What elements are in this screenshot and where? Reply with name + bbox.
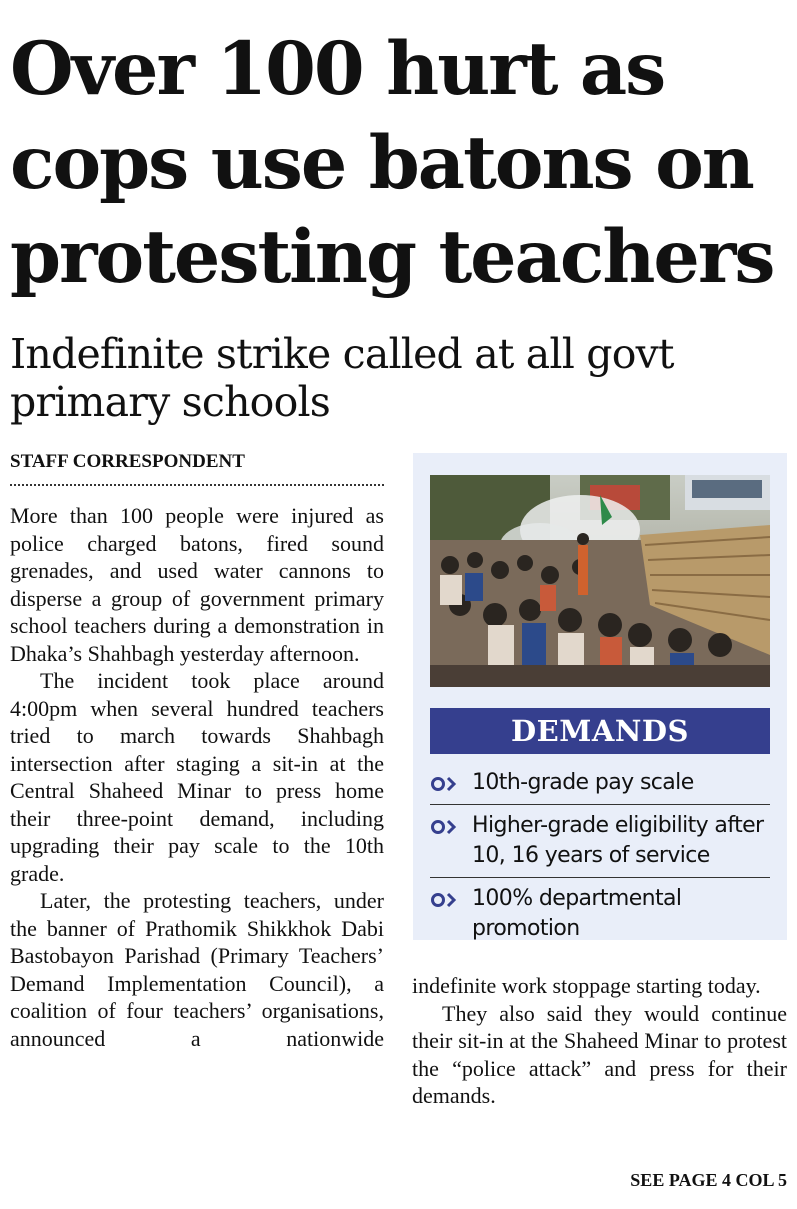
- demand-item: [430, 805, 770, 878]
- headline-line: cops use batons on: [10, 120, 753, 206]
- article-paragraph: The incident took place around 4:00pm when several hundred teachers tried to march towards Shahbagh intersection after staging a sit-in at the Central Shaheed Minar to press home their three-point demand, including upgrading their pay scale to the 10th grade.: [10, 668, 384, 886]
- article-paragraph: indefinite work stoppage starting today.: [412, 973, 761, 998]
- article-paragraph: They also said they would continue their sit-in at the Shaheed Minar to protest the “police attack” and press for their demands.: [412, 1000, 787, 1108]
- demand-text: Higher-grade eligibility after 10, 16 years of service: [472, 813, 764, 868]
- article-paragraph: Later, the protesting teachers, under the banner of Prathomik Shikkhok Dabi Bastobayon Parishad (Primary Teachers’ Demand Implementation Council), a coalition of four teachers’ organisations, announced a nationwide: [10, 888, 384, 1051]
- demand-item: [430, 878, 770, 950]
- byline: STAFF CORRESPONDENT: [10, 451, 245, 472]
- double-chevron-circle-icon: [430, 776, 462, 792]
- demand-item: [430, 762, 770, 805]
- headline: [10, 22, 792, 304]
- double-chevron-circle-icon: [430, 892, 462, 908]
- demand-text: 100% departmental promotion: [472, 886, 682, 941]
- demands-box: [413, 453, 787, 940]
- headline-line: Over 100 hurt as: [10, 26, 665, 112]
- subheadline-line: Indefinite strike called at all govt: [10, 330, 674, 378]
- jump-line[interactable]: SEE PAGE 4 COL 5: [630, 1170, 787, 1190]
- double-chevron-circle-icon: [430, 819, 462, 835]
- demand-text: 10th-grade pay scale: [472, 770, 694, 795]
- demands-title: DEMANDS: [430, 708, 770, 754]
- headline-line: protesting teachers: [10, 214, 774, 300]
- demands-list: [430, 762, 770, 950]
- subheadline-line: primary schools: [10, 378, 331, 426]
- protest-photo-illustration: [430, 475, 770, 687]
- article-paragraph: More than 100 people were injured as police charged batons, fired sound grenades, and used water cannons to disperse a group of government primary school teachers during a demonstration in Dhaka’s Shahbagh yesterday afternoon.: [10, 503, 384, 666]
- article-column-2: [412, 972, 787, 1172]
- protest-photo: [430, 475, 770, 687]
- subheadline: [10, 330, 792, 426]
- article-column-1: [10, 502, 384, 1192]
- byline-divider: [10, 484, 384, 486]
